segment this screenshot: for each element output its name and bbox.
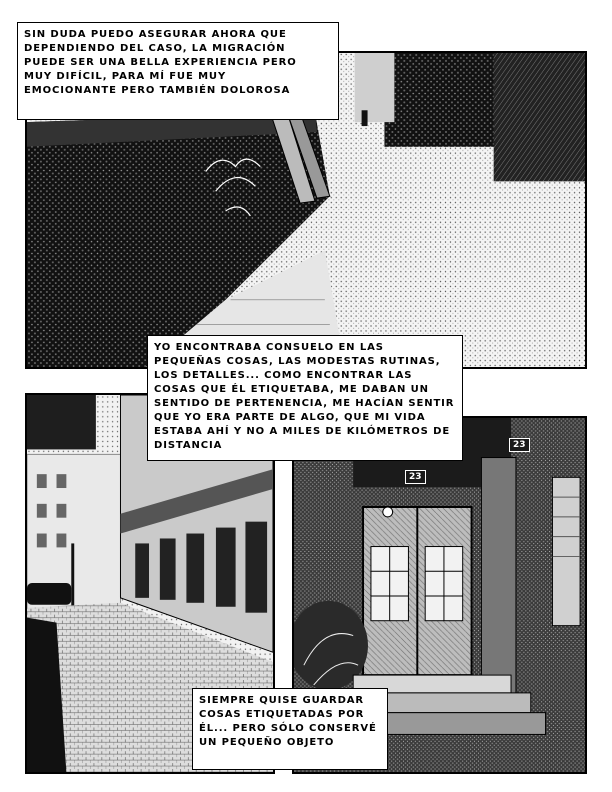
corner-number-sign: 23 <box>509 438 530 452</box>
caption-middle: YO ENCONTRABA CONSUELO EN LAS PEQUEÑAS COSAS, LAS MODESTAS RUTINAS, LOS DETALLES... COMO ENCONTRAR LAS COSAS QUE ÉL ETIQUETABA, ME DABAN UN SENTIDO DE PERTENENCIA, ME HACÍAN SENTIR QUE YO ERA PARTE DE ALGO, QUE MI VIDA ESTABA AHÍ Y NO A MILES DE KILÓMETROS DE DISTANCIA <box>147 335 463 461</box>
caption-bottom: SIEMPRE QUISE GUARDAR COSAS ETIQUETADAS POR ÉL... PERO SÓLO CONSERVÉ UN PEQUEÑO OBJETO <box>192 688 388 770</box>
door-number-sign: 23 <box>405 470 426 484</box>
caption-top: SIN DUDA PUEDO ASEGURAR AHORA QUE DEPENDIENDO DEL CASO, LA MIGRACIÓN PUEDE SER UNA BELLA EXPERIENCIA PERO MUY DIFÍCIL, PARA MÍ FUE MUY EMOCIONANTE PERO TAMBIÉN DOLOROSA <box>17 22 339 120</box>
